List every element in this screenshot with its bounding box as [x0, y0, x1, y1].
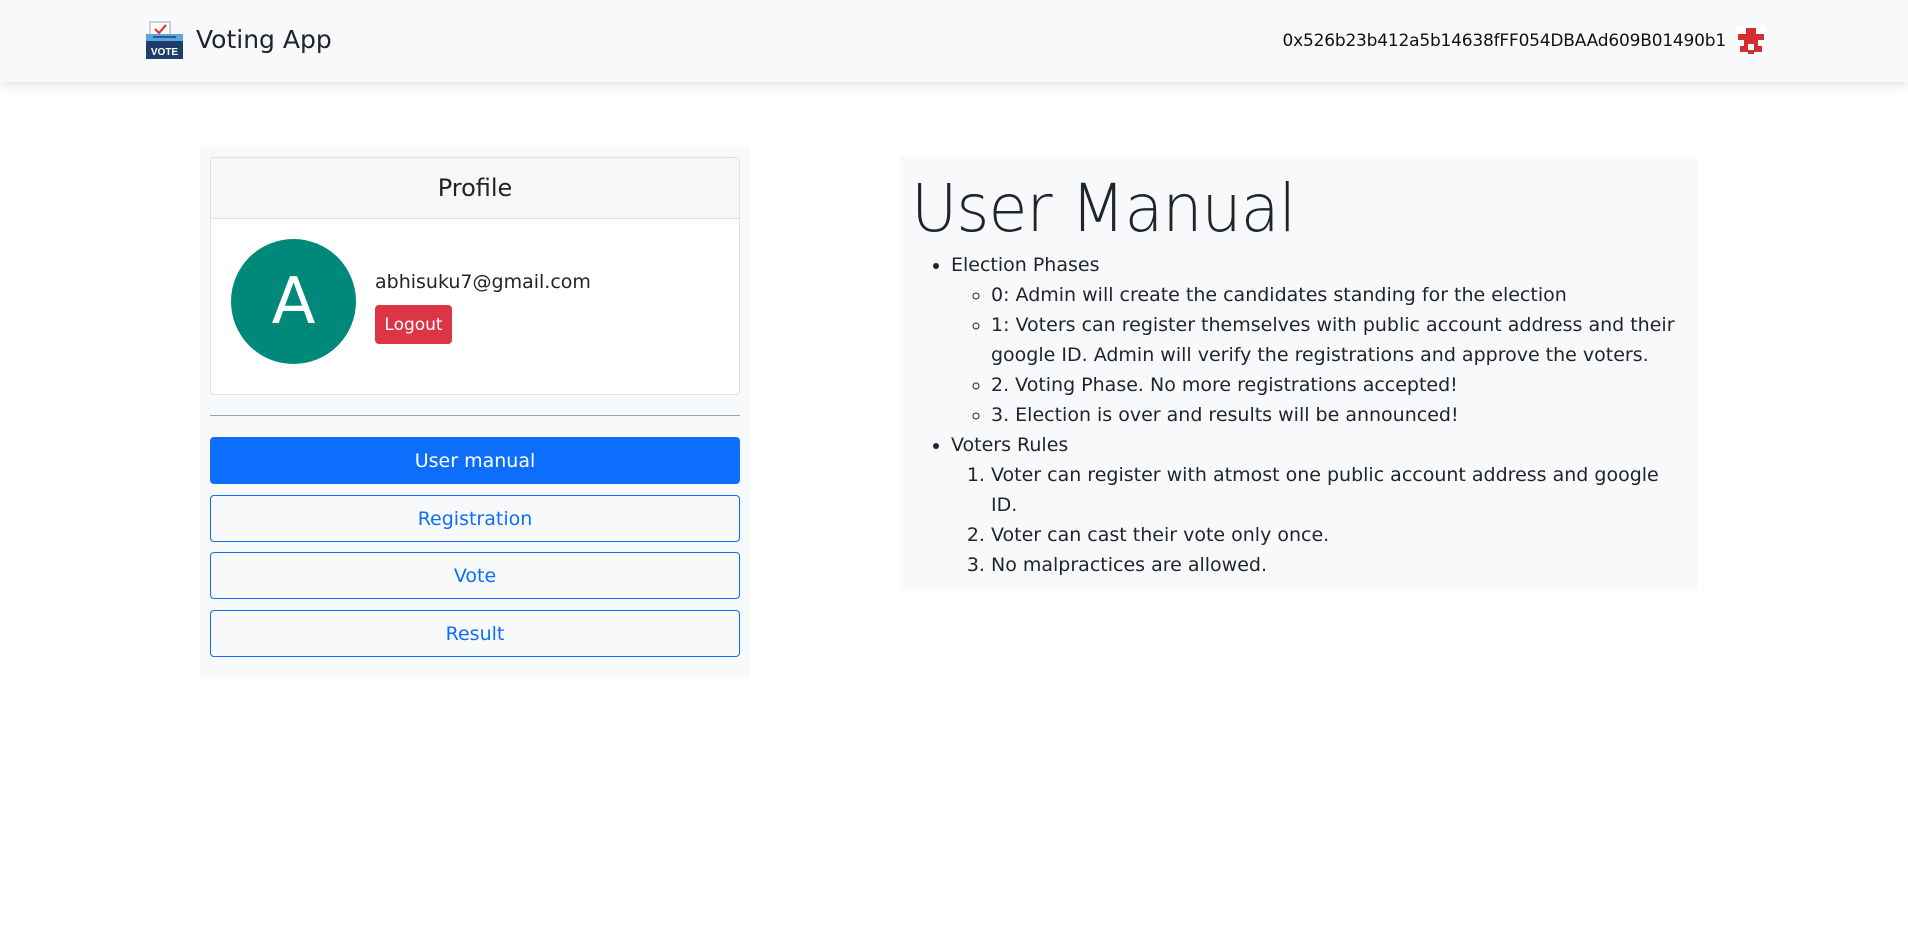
profile-card: [210, 157, 740, 395]
registration-button[interactable]: Registration: [210, 495, 740, 542]
list-item: ◦ 2. Voting Phase. No more registrations accepted!: [991, 370, 1687, 400]
list-item: ◦ 0: Admin will create the candidates standing for the election: [991, 280, 1687, 310]
list-item: ◦ 3. Election is over and results will be announced!: [991, 400, 1687, 430]
sidebar: [200, 147, 750, 677]
profile-header: Profile: [211, 158, 739, 219]
list-item: ◦ 1: Voters can register themselves with public account address and their google ID. Admin will verify the registrations and approve the voters.: [991, 310, 1687, 370]
user-manual-button[interactable]: User manual: [210, 437, 740, 484]
ballot-box-icon: [145, 19, 184, 59]
voters-rules-list: [951, 460, 1687, 580]
list-item: 3. No malpractices are allowed.: [991, 550, 1687, 580]
top-navbar: [0, 0, 1908, 82]
manual-title: User Manual: [911, 170, 1296, 247]
result-button[interactable]: Result: [210, 610, 740, 657]
brand-logo-text: VOTE: [150, 47, 179, 58]
list-item: 1. Voter can register with atmost one public account address and google ID.: [991, 460, 1687, 520]
vote-button[interactable]: Vote: [210, 552, 740, 599]
manual-list: [911, 250, 1687, 580]
section-heading: Voters Rules: [951, 433, 1069, 456]
section-election-phases: [951, 250, 1687, 430]
avatar: A: [231, 239, 356, 364]
app-title: Voting App: [196, 24, 332, 54]
identicon-icon[interactable]: [1736, 26, 1766, 56]
list-item: 2. Voter can cast their vote only once.: [991, 520, 1687, 550]
brand[interactable]: [145, 19, 332, 59]
section-voters-rules: [951, 430, 1687, 580]
profile-email: abhisuku7@gmail.com: [375, 271, 591, 293]
sidebar-divider: [210, 415, 740, 416]
user-manual-panel: [901, 157, 1697, 591]
logout-button[interactable]: Logout: [375, 305, 452, 344]
account-info: [1283, 26, 1766, 56]
account-address: 0x526b23b412a5b14638fFF054DBAAd609B01490b1: [1282, 31, 1726, 51]
election-phases-list: [951, 280, 1687, 430]
section-heading: Election Phases: [951, 253, 1100, 276]
